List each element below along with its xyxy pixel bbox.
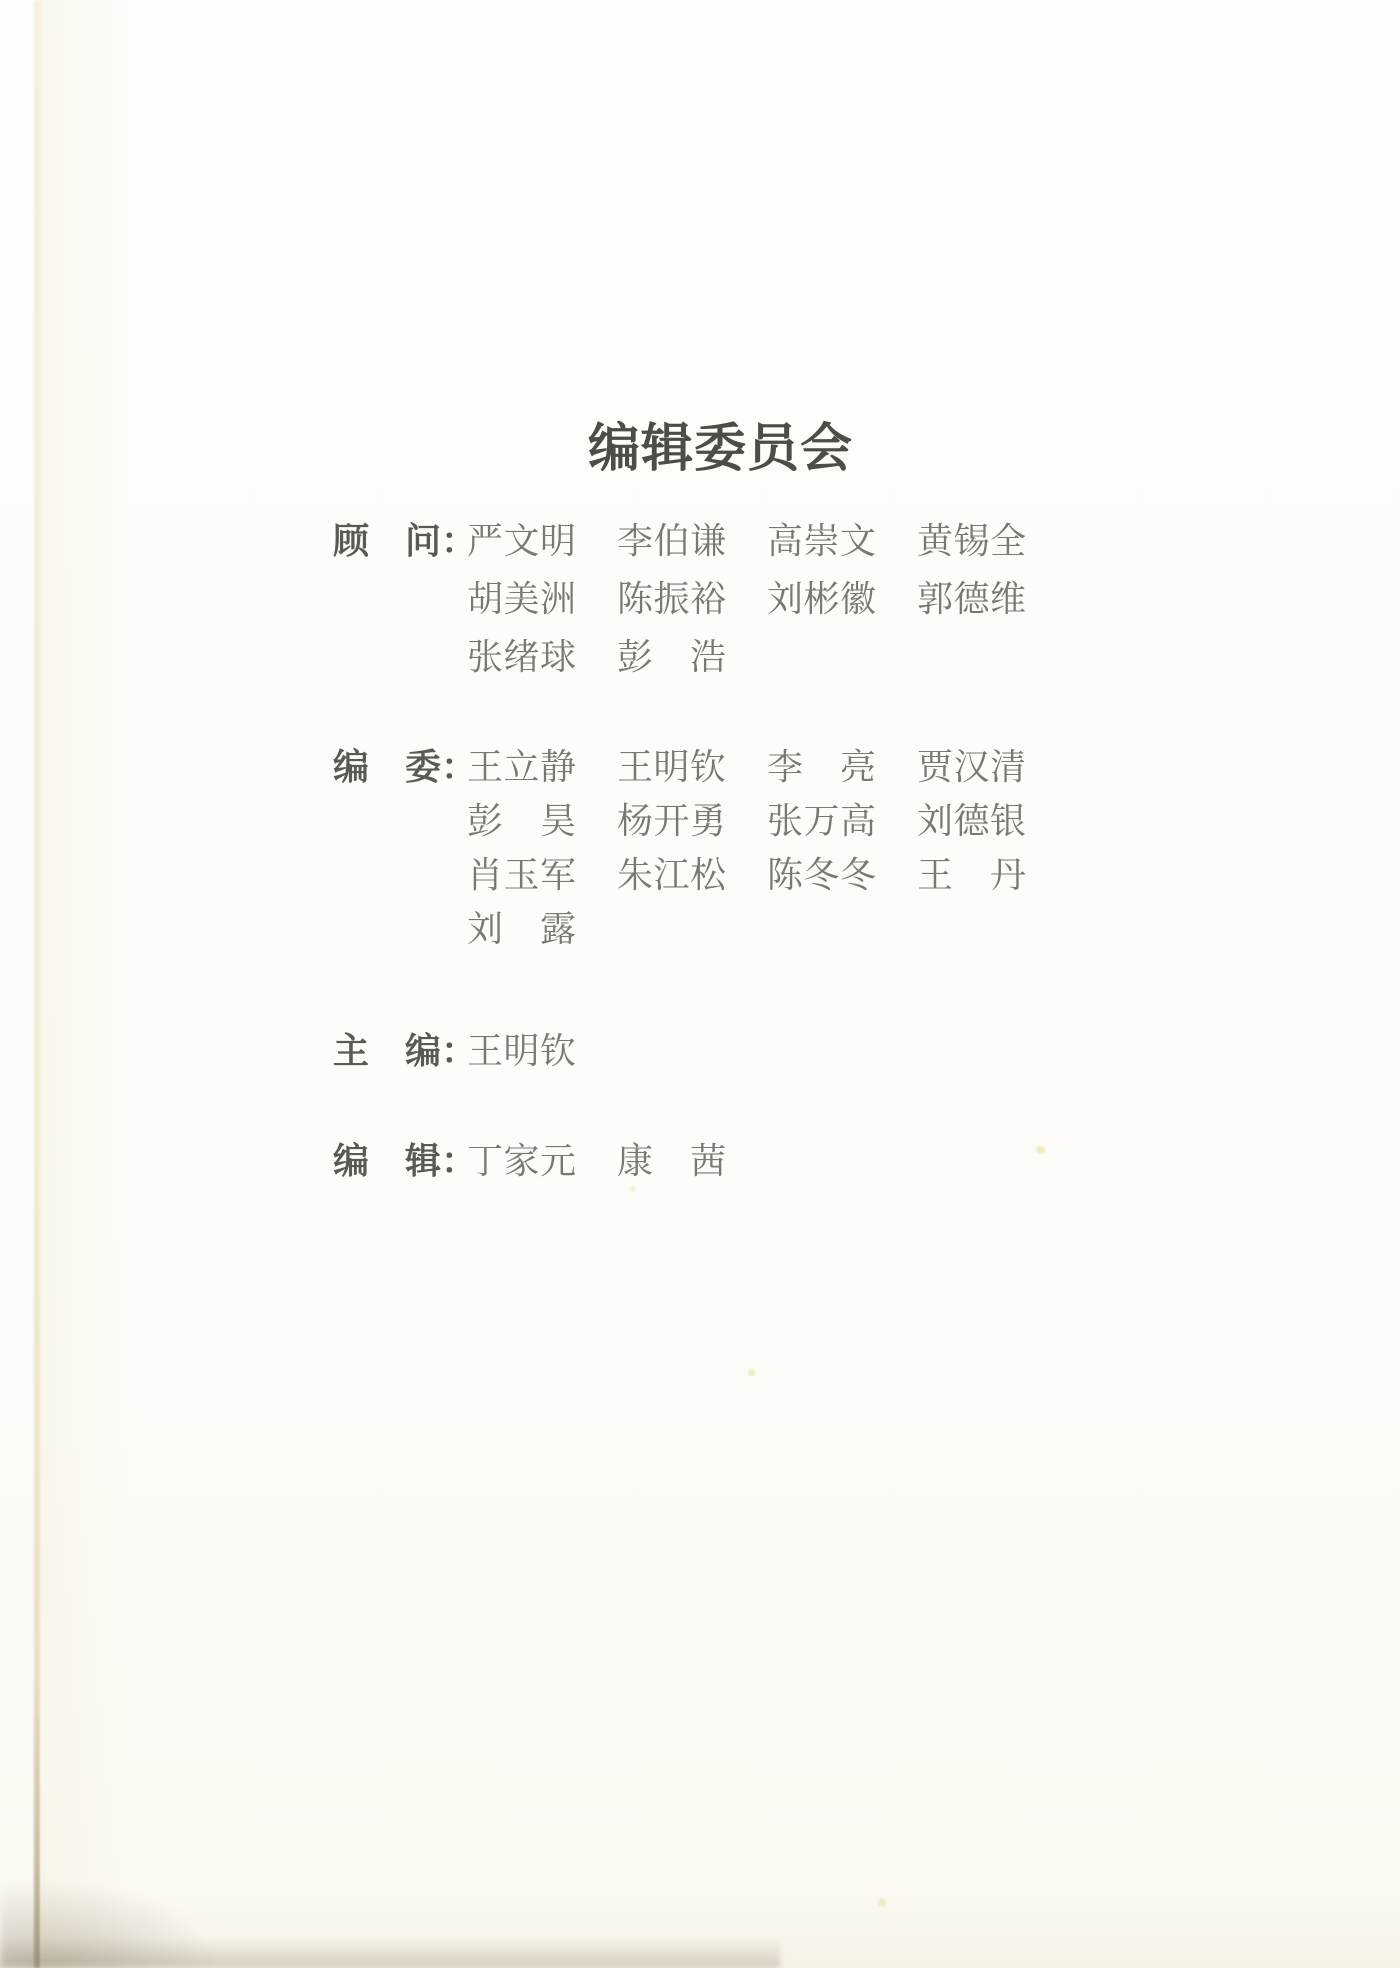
page-edge-tint [40, 0, 130, 1968]
committee-row [467, 512, 1067, 570]
committee-member: 黄锡全 [917, 521, 1027, 561]
committee-row [467, 902, 1067, 956]
committee-row [467, 628, 1067, 686]
section-label-editorial-board: 编 委： [333, 747, 478, 787]
committee-member: 刘德银 [917, 801, 1027, 841]
committee-member: 郭德维 [917, 579, 1027, 619]
section-label-chief-editor: 主 编： [333, 1031, 478, 1071]
committee-member: 王立静 [467, 747, 577, 787]
committee-member: 陈冬冬 [767, 855, 877, 895]
page-edge-line [34, 0, 40, 1968]
committee-member: 张绪球 [467, 637, 577, 677]
advisors-rows [467, 512, 1067, 686]
committee-row [467, 740, 1067, 794]
committee-member: 丁家元 [467, 1141, 577, 1181]
scan-speck [878, 1898, 886, 1907]
committee-member: 王明钦 [467, 1031, 577, 1071]
section-label-editors: 编 辑： [333, 1141, 478, 1181]
committee-member: 严文明 [467, 521, 577, 561]
scan-speck [1036, 1146, 1045, 1154]
committee-member: 刘 露 [467, 909, 577, 949]
committee-row [467, 1022, 617, 1080]
committee-row [467, 848, 1067, 902]
committee-member: 肖玉军 [467, 855, 577, 895]
scan-speck [748, 1369, 755, 1376]
editorial-board-rows [467, 740, 1067, 956]
committee-row [467, 570, 1067, 628]
committee-member: 李 亮 [767, 747, 877, 787]
committee-member: 张万高 [767, 801, 877, 841]
section-label-advisors: 顾 问： [333, 521, 478, 561]
committee-member: 王明钦 [617, 747, 727, 787]
committee-row [467, 794, 1067, 848]
chief-editor-rows [467, 1022, 617, 1080]
committee-member: 高崇文 [767, 521, 877, 561]
committee-member: 彭 昊 [467, 801, 577, 841]
section-editorial-board [333, 740, 1067, 956]
committee-member: 彭 浩 [617, 637, 727, 677]
committee-member: 胡美洲 [467, 579, 577, 619]
committee-member: 杨开勇 [617, 801, 727, 841]
committee-member: 陈振裕 [617, 579, 727, 619]
committee-member: 贾汉清 [917, 747, 1027, 787]
committee-member: 朱江松 [617, 855, 727, 895]
editors-rows [467, 1132, 767, 1190]
committee-member: 李伯谦 [617, 521, 727, 561]
section-advisors [333, 512, 1067, 686]
page-title: 编辑委员会 [588, 420, 854, 478]
section-chief-editor [333, 1022, 617, 1080]
section-editors [333, 1132, 767, 1190]
committee-member: 康 茜 [617, 1141, 727, 1181]
committee-member: 王 丹 [917, 855, 1027, 895]
committee-row [467, 1132, 767, 1190]
committee-member: 刘彬徽 [767, 579, 877, 619]
scan-corner-shadow [0, 1878, 220, 1968]
